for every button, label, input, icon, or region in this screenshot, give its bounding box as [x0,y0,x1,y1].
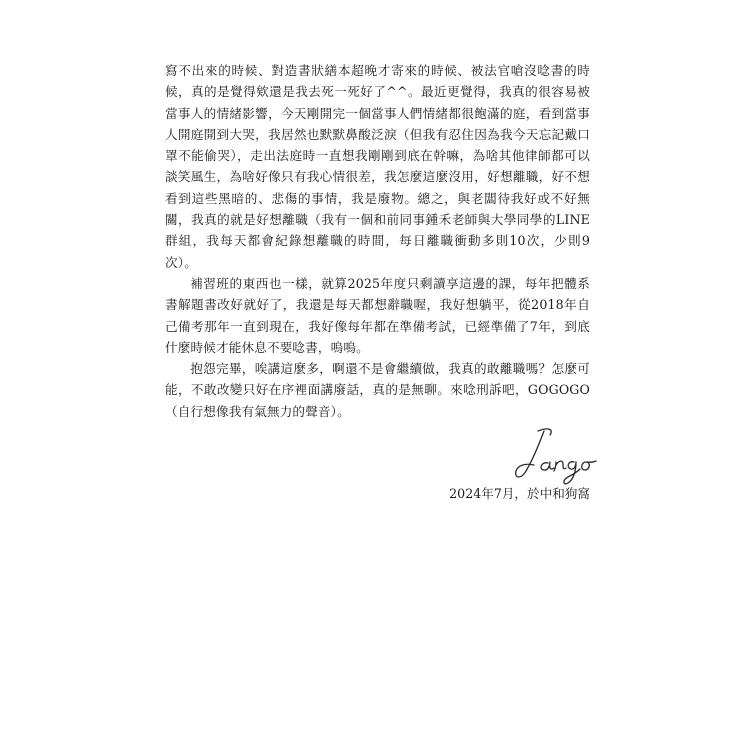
dateline: 2024年7月，於中和狗窩 [449,486,590,501]
preface-body [165,60,590,422]
paragraph-2: 補習班的東西也一樣，就算2025年度只剩讀享這邊的課，每年把體系書解題書改好就好了，我還是每天都想辭職喔，我好想躺平，從2018年自己備考那年一直到現在，我好像每年都在準備考試，已經準備了7年，到底什麼時候才能休息不要唸書，嗚嗚。 [165,275,590,355]
paragraph-1: 寫不出來的時候、對造書狀繕本超晚才寄來的時候、被法官嗆沒唸書的時候，真的是覺得欸還是我去死一死好了^^。最近更覺得，我真的很容易被當事人的情緒影響，今天剛開完一個當事人們情緒都很飽滿的庭，看到當事人開庭開到大哭，我居然也默默鼻酸泛淚（但我有忍住因為我今天忘記戴口罩不能偷哭），走出法庭時一直想我剛剛到底在幹嘛，為啥其他律師都可以談笑風生，為啥好像只有我心情很差，我怎麼這麼沒用，好想離職，好不想看到這些黑暗的、悲傷的事情，我是廢物。總之，與老闆待我好或不好無關，我真的就是好想離職（我有一個和前同事鍾禾老師與大學同學的LINE群組，我每天都會紀錄想離職的時間，每日離職衝動多則10次，少則9次）。 [165,63,590,270]
handwritten-signature [508,425,608,487]
signature-icon [508,425,608,487]
paragraph-3: 抱怨完畢，唉講這麼多，啊還不是會繼續做，我真的敢離職嗎？怎麼可能，不敢改變只好在序裡面講廢話，真的是無聊。來唸刑訴吧，GOGOGO（自行想像我有氣無力的聲音）。 [165,361,590,419]
